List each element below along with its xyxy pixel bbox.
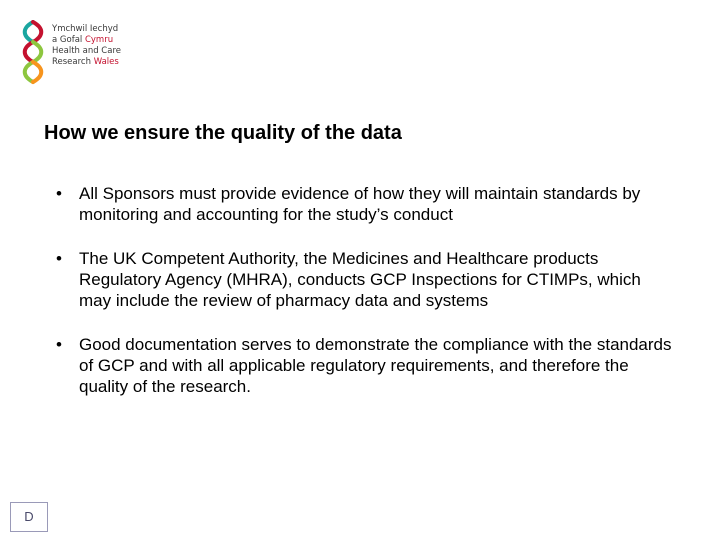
logo-line-2-highlight: Cymru [84, 35, 114, 45]
bullet-dot: • [56, 184, 62, 203]
logo-line-2-prefix: a Gofal [52, 35, 85, 45]
bullet-text: Good documentation serves to demonstrate the compliance with the standards of GCP and with all applicable regulatory requirements, and therefore the quality of the research. [79, 335, 672, 396]
bullet-text: All Sponsors must provide evidence of how they will maintain standards by monitoring and accounting for the study’s conduct [79, 184, 641, 224]
logo-line-4 [52, 57, 121, 68]
logo-line-3: Health and Care [52, 46, 121, 56]
logo-wordmark [52, 24, 121, 68]
bullet-dot: • [56, 335, 62, 354]
slide-title: How we ensure the quality of the data [44, 122, 402, 144]
logo-line-4-highlight: Wales [93, 57, 119, 67]
bullet-text: The UK Competent Authority, the Medicines and Healthcare products Regulatory Agency (MHRA), conducts GCP Inspections for CTIMPs, which may include the review of pharmacy data and systems [79, 249, 641, 310]
helix-logo-icon [18, 20, 48, 86]
hcrw-logo [18, 20, 128, 86]
bullet-item [56, 183, 676, 225]
footer-badge: D [10, 502, 48, 532]
bullet-item [56, 334, 676, 397]
logo-line-2 [52, 35, 121, 46]
bullet-dot: • [56, 249, 62, 268]
bullet-item [56, 248, 676, 311]
logo-line-4-prefix: Research [52, 57, 94, 67]
bullet-list [56, 183, 676, 420]
logo-line-1: Ymchwil Iechyd [52, 24, 119, 34]
